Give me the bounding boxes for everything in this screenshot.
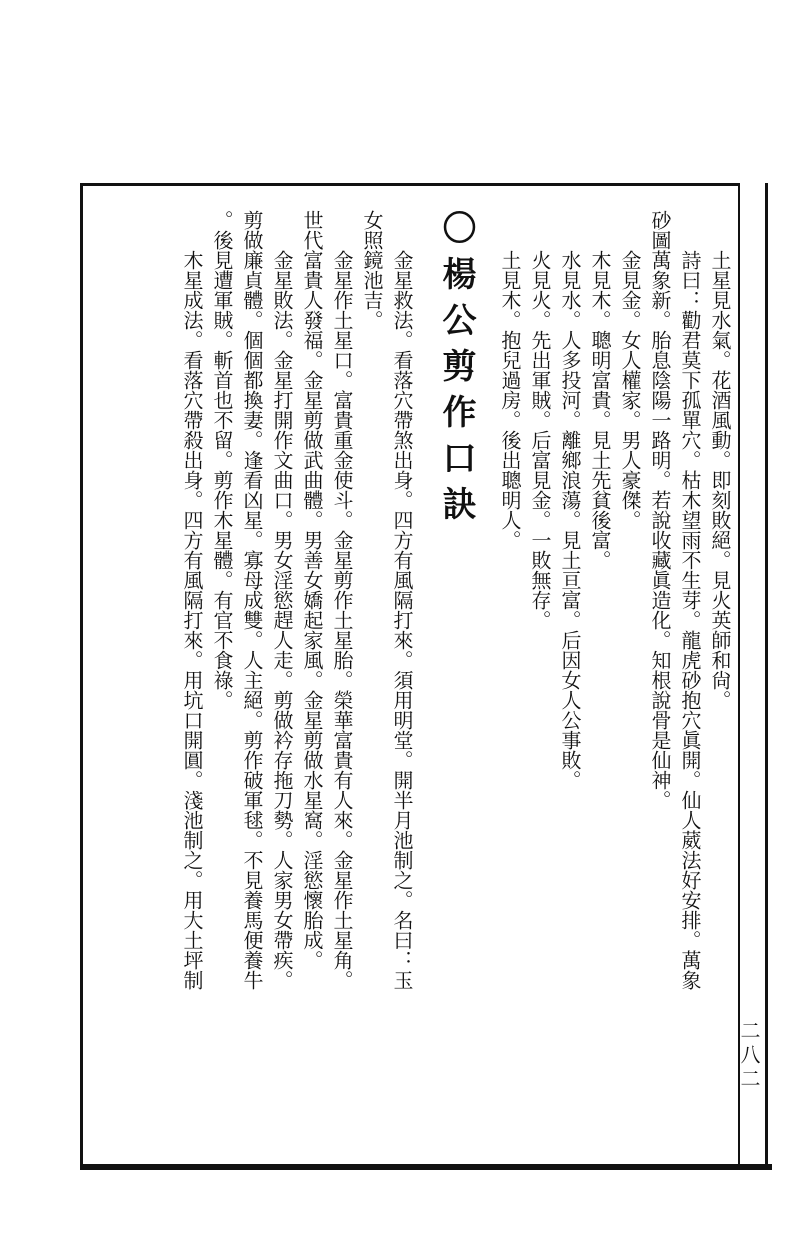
- text-column: 土見木。抱兒過房。後出聰明人。: [498, 250, 522, 550]
- text-column: 詩曰：勸君莫下孤單穴。枯木望雨不生芽。龍虎砂抱穴眞開。仙人葳法好安排。萬象: [678, 250, 702, 990]
- right-border: [765, 183, 768, 1168]
- bottom-border: [80, 1164, 772, 1170]
- section-heading: 〇楊公剪作口訣: [436, 210, 476, 532]
- text-column: 金見金。女人權家。男人豪傑。: [618, 250, 642, 530]
- page-number: 二八二: [737, 1020, 761, 1092]
- text-column: 。後見遭軍賊。斬首也不留。剪作木星體。有官不食祿。: [210, 210, 234, 710]
- text-column: 木見木。聰明富貴。見土先貧後富。: [588, 250, 612, 570]
- text-column: 金星敗法。金星打開作文曲口。男女淫慾趕人走。剪做衿存拖刀勢。人家男女帶疾。: [270, 250, 294, 990]
- text-column: 土星見水氣。花酒風動。即刻敗絕。見火英師和尙。: [708, 250, 732, 710]
- text-column: 剪做廉貞體。個個都換妻。逢看凶星。寡母成雙。人主絕。剪作破軍毬。不見養馬便養牛: [240, 210, 264, 990]
- text-column: 砂圖萬象新。胎息陰陽一路明。若說收藏眞造化。知根說骨是仙神。: [648, 210, 672, 810]
- text-column: 金星作土星口。富貴重金使斗。金星剪作土星胎。榮華富貴有人來。金星作土星角。: [330, 250, 354, 990]
- text-column: 女照鏡池吉。: [360, 210, 384, 330]
- text-column: 金星救法。看落穴帶煞出身。四方有風隔打來。須用明堂。開半月池制之。名曰：玉: [390, 250, 414, 990]
- body-text: [95, 210, 735, 1150]
- text-column: 木星成法。看落穴帶殺出身。四方有風隔打來。用坑口開圓。淺池制之。用大土坪制: [180, 250, 204, 990]
- text-column: 世代富貴人發福。金星剪做武曲體。男善女嬌起家風。金星剪做水星窩。淫慾懷胎成。: [300, 210, 324, 970]
- text-column: 火見火。先出軍賊。后富見金。一敗無存。: [528, 250, 552, 630]
- text-column: 水見水。人多投河。離鄉浪蕩。見土亘富。后因女人公事敗。: [558, 250, 582, 790]
